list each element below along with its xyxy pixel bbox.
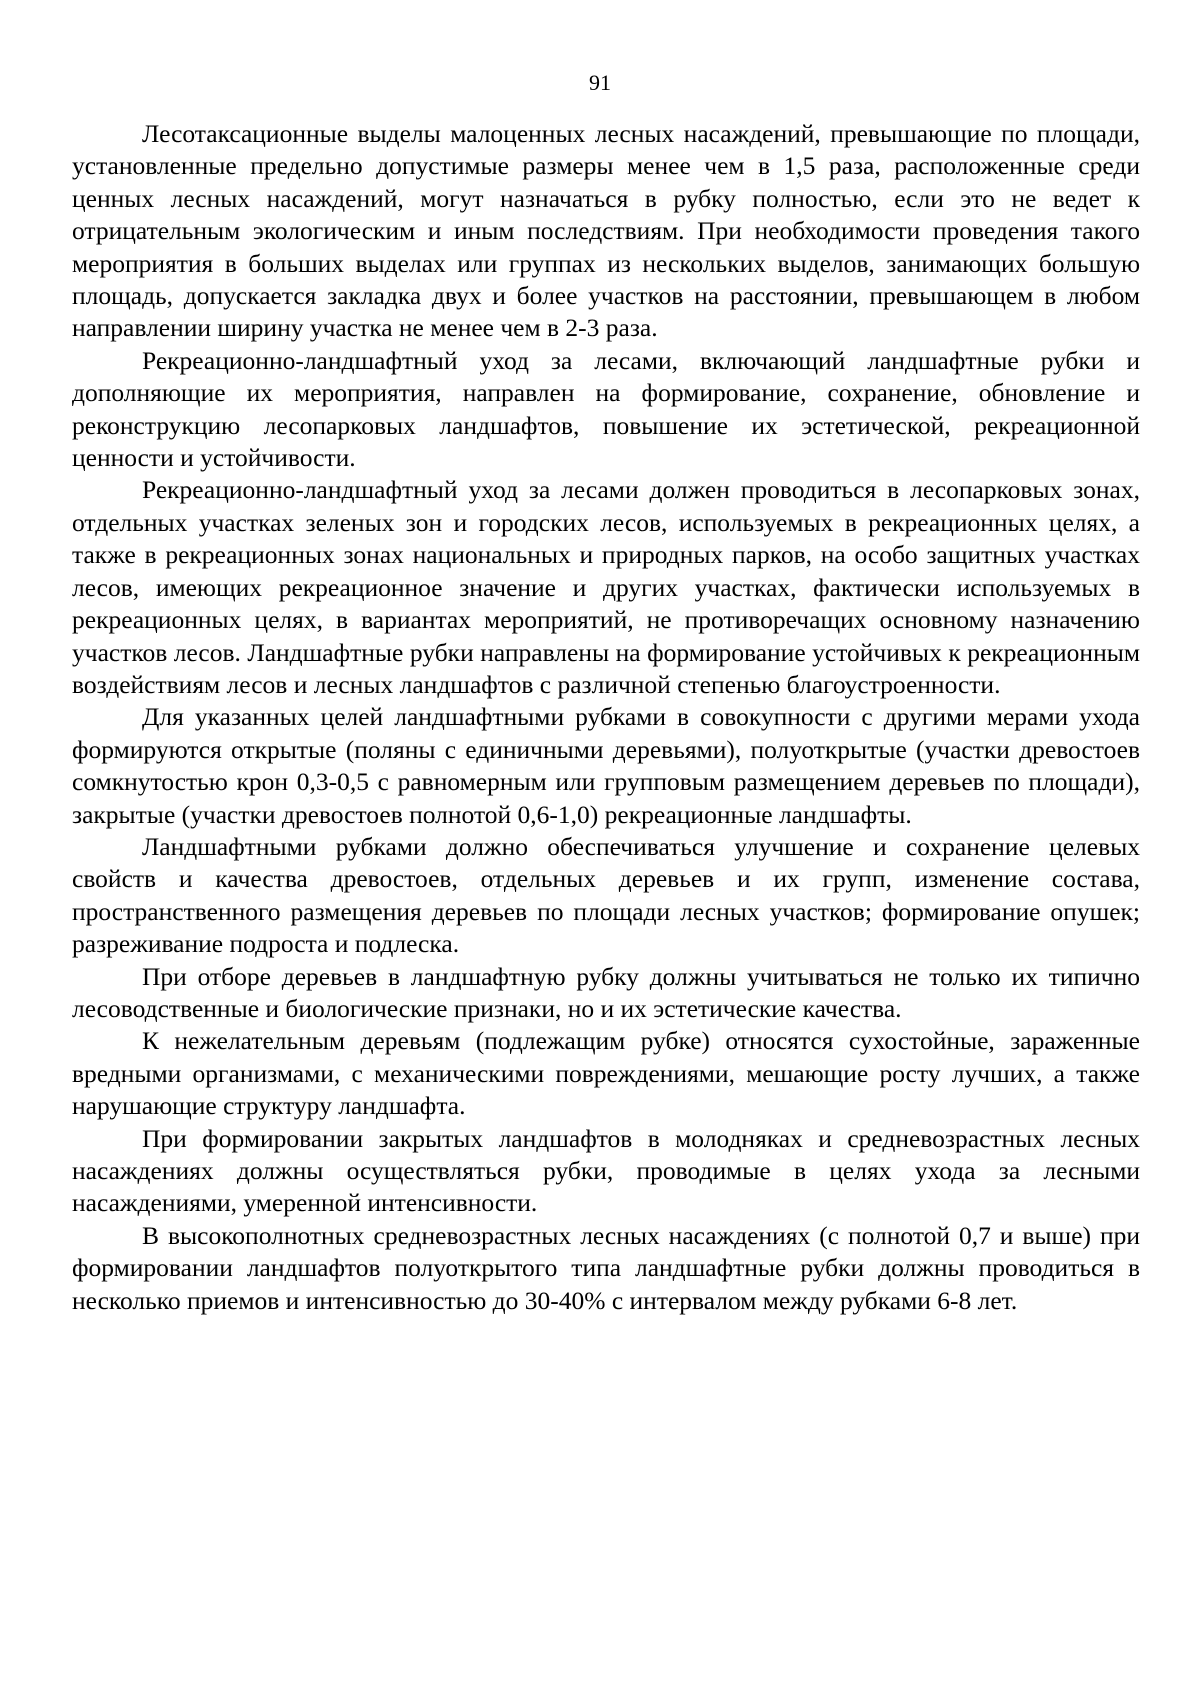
paragraph: Лесотаксационные выделы малоценных лесных насаждений, превышающие по площади, установленные предельно допустимые размеры менее чем в 1,5 раза, расположенные среди ценных лесных насаждений, могут назначаться в рубку полностью, если это не ведет к отрицательным экологическим и иным последствиям. При необходимости проведения такого мероприятия в больших выделах или группах из нескольких выделов, занимающих большую площадь, допускается закладка двух и более участков на расстоянии, превышающем в любом направлении ширину участка не менее чем в 2-3 раза.: [72, 119, 1140, 343]
paragraph: Рекреационно-ландшафтный уход за лесами, включающий ландшафтные рубки и дополняющие их мероприятия, направлен на формирование, сохранение, обновление и реконструкцию лесопарковых ландшафтов, повышение их эстетической, рекреационной ценности и устойчивости.: [72, 345, 1140, 473]
paragraph: Для указанных целей ландшафтными рубками в совокупности с другими мерами ухода формируются открытые (поляны с единичными деревьями), полуоткрытые (участки древостоев сомкнутостью крон 0,3-0,5 с равномерным или групповым размещением деревьев по площади), закрытые (участки древостоев полнотой 0,6-1,0) рекреационные ландшафты.: [72, 702, 1140, 829]
page-number: 91: [589, 70, 611, 95]
paragraph: В высокополнотных средневозрастных лесных насаждениях (с полнотой 0,7 и выше) при формировании ландшафтов полуоткрытого типа ландшафтные рубки должны проводиться в несколько приемов и интенсивностью до 30-40% с интервалом между рубками 6-8 лет.: [72, 1220, 1140, 1315]
body-text: [72, 118, 1140, 1317]
paragraph: К нежелательным деревьям (подлежащим рубке) относятся сухостойные, зараженные вредными организмами, с механическими повреждениями, мешающие росту лучших, а также нарушающие структуру ландшафта.: [72, 1026, 1140, 1121]
paragraph: При формировании закрытых ландшафтов в молодняках и средневозрастных лесных насаждениях должны осуществляться рубки, проводимые в целях ухода за лесными насаждениями, умеренной интенсивности.: [72, 1123, 1140, 1218]
paragraph: Ландшафтными рубками должно обеспечиваться улучшение и сохранение целевых свойств и качества древостоев, отдельных деревьев и их групп, изменение состава, пространственного размещения деревьев по площади лесных участков; формирование опушек; разреживание подроста и подлеска.: [72, 831, 1140, 959]
paragraph: При отборе деревьев в ландшафтную рубку должны учитываться не только их типично лесоводственные и биологические признаки, но и их эстетические качества.: [72, 961, 1140, 1023]
paragraph: Рекреационно-ландшафтный уход за лесами должен проводиться в лесопарковых зонах, отдельных участках зеленых зон и городских лесов, используемых в рекреационных целях, а также в рекреационных зонах национальных и природных парков, на особо защитных участках лесов, имеющих рекреационное значение и других участках, фактически используемых в рекреационных целях, в вариантах мероприятий, не противоречащих основному назначению участков лесов. Ландшафтные рубки направлены на формирование устойчивых к рекреационным воздействиям лесов и лесных ландшафтов с различной степенью благоустроенности.: [72, 475, 1140, 699]
